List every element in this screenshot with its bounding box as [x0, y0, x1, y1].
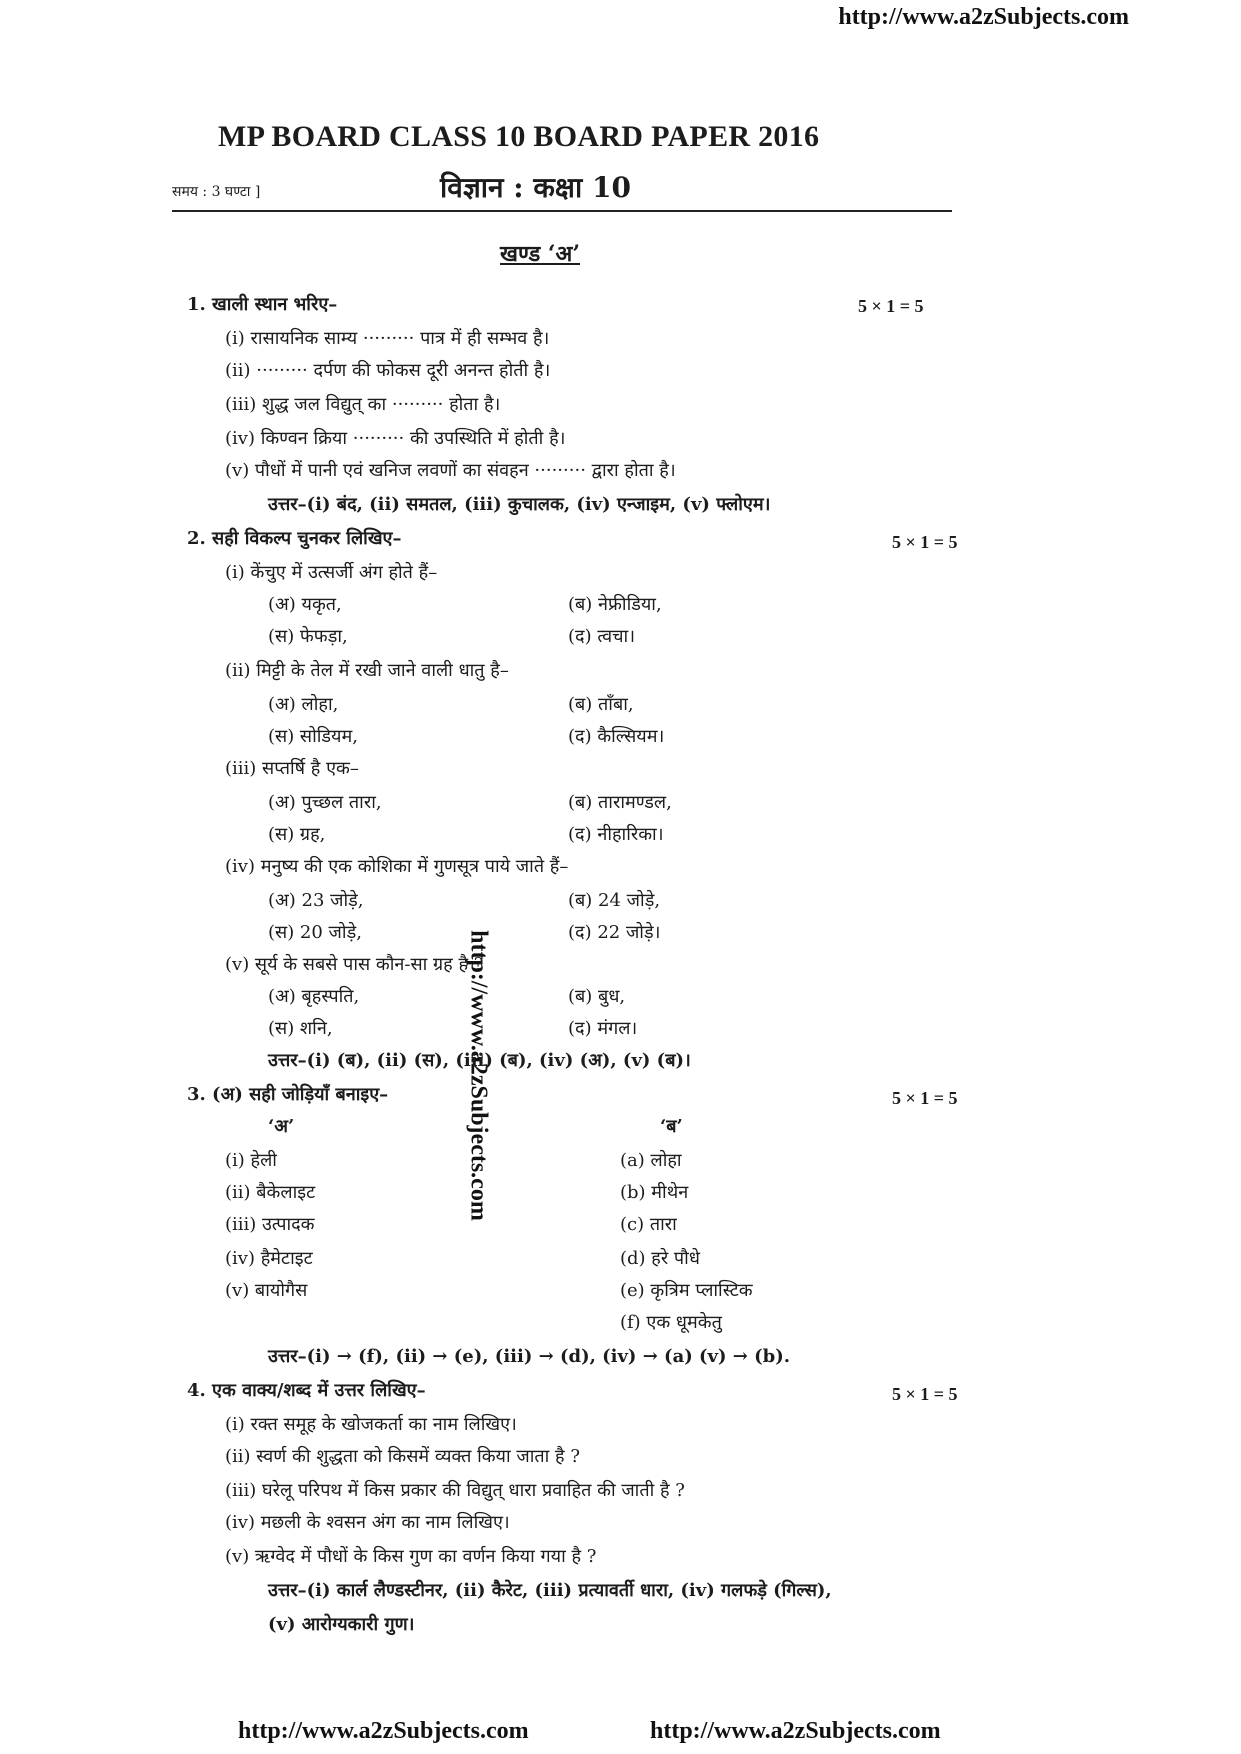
q4-item: (i) रक्त समूह के खोजकर्ता का नाम लिखिए। — [225, 1414, 517, 1435]
q2-option: (द) त्वचा। — [568, 626, 636, 647]
q2-option: (ब) 24 जोड़े, — [568, 890, 661, 911]
q3-right-item: (a) लोहा — [620, 1150, 682, 1171]
q3-left-item: (v) बायोगैस — [225, 1280, 308, 1301]
q4-answer-continued: (v) आरोग्यकारी गुण। — [268, 1614, 415, 1635]
q4-heading: 4. एक वाक्य/शब्द में उत्तर लिखिए– — [187, 1380, 426, 1401]
q2-option: (द) नीहारिका। — [568, 824, 664, 845]
q3-marks: 5 × 1 = 5 — [892, 1088, 958, 1108]
q3-heading: 3. (अ) सही जोड़ियाँ बनाइए– — [187, 1084, 389, 1105]
q3-column-a-label: ‘अ’ — [268, 1116, 295, 1137]
q2-option: (ब) बुध, — [568, 986, 626, 1007]
q2-option: (अ) 23 जोड़े, — [268, 890, 364, 911]
title-divider — [172, 210, 952, 212]
q2-question: (i) केंचुए में उत्सर्जी अंग होते हैं– — [225, 562, 438, 583]
q4-answer: उत्तर–(i) कार्ल लैण्डस्टीनर, (ii) कैरेट, (iii) प्रत्यावर्ती धारा, (iv) गलफड़े (गिल्स), — [268, 1580, 832, 1601]
q3-right-item: (e) कृत्रिम प्लास्टिक — [620, 1280, 753, 1301]
q2-option: (ब) नेफ्रीडिया, — [568, 594, 662, 615]
q2-question: (iv) मनुष्य की एक कोशिका में गुणसूत्र पाये जाते हैं– — [225, 856, 569, 877]
q1-item: (v) पौधों में पानी एवं खनिज लवणों का संवहन ········· द्वारा होता है। — [225, 460, 676, 481]
header-url: http://www.a2zSubjects.com — [838, 4, 1129, 30]
q2-option: (स) 20 जोड़े, — [268, 922, 362, 943]
q4-item: (v) ऋग्वेद में पौधों के किस गुण का वर्णन किया गया है ? — [225, 1546, 597, 1567]
side-url: http://www.a2zSubjects.com — [465, 930, 492, 1221]
q2-option: (अ) लोहा, — [268, 694, 339, 715]
q1-item: (ii) ········· दर्पण की फोकस दूरी अनन्त होती है। — [225, 360, 551, 381]
q3-left-item: (i) हेली — [225, 1150, 277, 1171]
q4-item: (ii) स्वर्ण की शुद्धता को किसमें व्यक्त किया जाता है ? — [225, 1446, 580, 1467]
q1-heading: 1. खाली स्थान भरिए– — [187, 294, 338, 315]
q2-option: (द) 22 जोड़े। — [568, 922, 661, 943]
q3-answer: उत्तर–(i) → (f), (ii) → (e), (iii) → (d), (iv) → (a) (v) → (b). — [268, 1346, 791, 1367]
q3-left-item: (iv) हैमेटाइट — [225, 1248, 313, 1269]
q2-option: (अ) बृहस्पति, — [268, 986, 360, 1007]
q2-option: (स) ग्रह, — [268, 824, 326, 845]
q2-option: (ब) तारामण्डल, — [568, 792, 672, 813]
q2-option: (द) कैल्सियम। — [568, 726, 665, 747]
q2-question: (iii) सप्तर्षि है एक– — [225, 758, 359, 779]
q3-left-item: (iii) उत्पादक — [225, 1214, 315, 1235]
q3-right-item: (f) एक धूमकेतु — [620, 1312, 722, 1333]
q1-item: (iv) किण्वन क्रिया ········· की उपस्थिति में होती है। — [225, 428, 566, 449]
section-heading: खण्ड ‘अ’ — [500, 241, 581, 267]
q2-question: (v) सूर्य के सबसे पास कौन-सा ग्रह है ? — [225, 954, 484, 975]
q2-option: (अ) यकृत, — [268, 594, 342, 615]
q4-marks: 5 × 1 = 5 — [892, 1384, 958, 1404]
q2-option: (स) शनि, — [268, 1018, 333, 1039]
q3-column-b-label: ‘ब’ — [660, 1116, 683, 1137]
paper-subtitle: विज्ञान : कक्षा 10 — [440, 171, 631, 204]
q3-right-item: (c) तारा — [620, 1214, 677, 1235]
q2-option: (अ) पुच्छल तारा, — [268, 792, 382, 813]
q2-heading: 2. सही विकल्प चुनकर लिखिए– — [187, 528, 402, 549]
q1-item: (iii) शुद्ध जल विद्युत् का ········· होता है। — [225, 394, 501, 415]
q1-item: (i) रासायनिक साम्य ········· पात्र में ही सम्भव है। — [225, 328, 550, 349]
q2-marks: 5 × 1 = 5 — [892, 532, 958, 552]
q3-left-item: (ii) बैकेलाइट — [225, 1182, 316, 1203]
q2-question: (ii) मिट्टी के तेल में रखी जाने वाली धातु है– — [225, 660, 509, 681]
q2-option: (स) सोडियम, — [268, 726, 358, 747]
footer-url-left: http://www.a2zSubjects.com — [238, 1718, 529, 1744]
q2-option: (स) फेफड़ा, — [268, 626, 348, 647]
paper-title: MP BOARD CLASS 10 BOARD PAPER 2016 — [218, 120, 820, 153]
footer-url-right: http://www.a2zSubjects.com — [650, 1718, 941, 1744]
q2-option: (द) मंगल। — [568, 1018, 638, 1039]
q2-answer: उत्तर–(i) (ब), (ii) (स), (iii) (ब), (iv) (अ), (v) (ब)। — [268, 1050, 691, 1071]
q4-item: (iii) घरेलू परिपथ में किस प्रकार की विद्युत् धारा प्रवाहित की जाती है ? — [225, 1480, 685, 1501]
q3-right-item: (b) मीथेन — [620, 1182, 689, 1203]
q2-option: (ब) ताँबा, — [568, 694, 634, 715]
time-label: समय : 3 घण्टा ] — [172, 184, 261, 200]
q3-right-item: (d) हरे पौधे — [620, 1248, 700, 1269]
q4-item: (iv) मछली के श्वसन अंग का नाम लिखिए। — [225, 1512, 510, 1533]
q1-marks: 5 × 1 = 5 — [858, 296, 924, 316]
q1-answer: उत्तर–(i) बंद, (ii) समतल, (iii) कुचालक, (iv) एन्जाइम, (v) फ्लोएम। — [268, 494, 771, 515]
